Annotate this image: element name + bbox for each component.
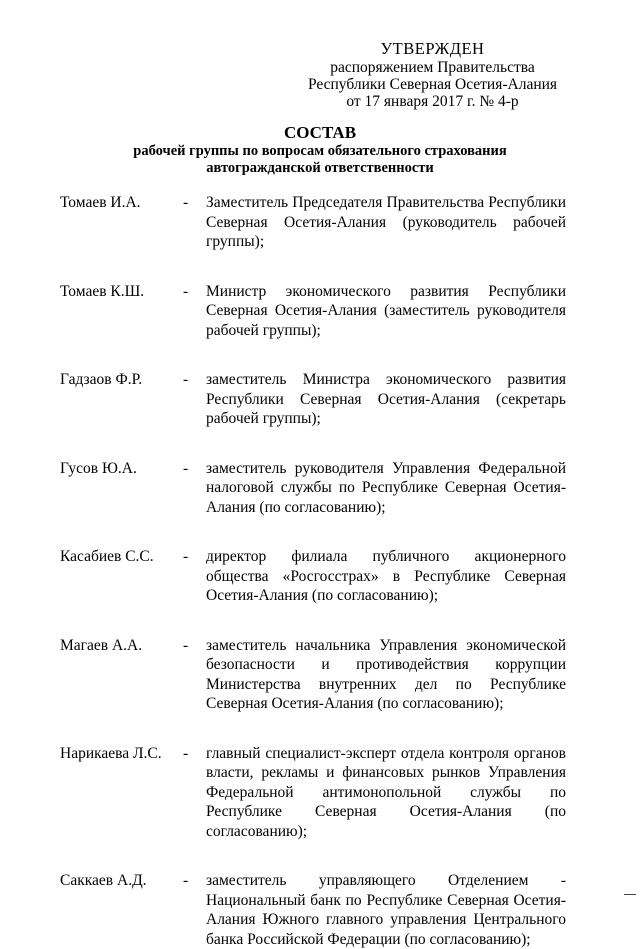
member-role: директор филиала публичного акционерного общества «Росгосстрах» в Республике Северная Осетия-Алания (по согласованию);: [206, 548, 566, 604]
member-entry: [60, 744, 566, 842]
member-name: Гусов Ю.А.: [60, 459, 137, 477]
member-dash: -: [183, 371, 189, 388]
member-role: Министр экономического развития Республики Северная Осетия-Алания (заместитель руководителя рабочей группы);: [206, 282, 566, 339]
member-entry: [60, 636, 566, 714]
member-dash: -: [183, 282, 189, 300]
approval-line-1: распоряжением Правительства: [330, 59, 535, 76]
member-entry: [60, 547, 566, 606]
document-title: СОСТАВ: [283, 123, 357, 142]
member-entry: [60, 459, 566, 518]
document-subtitle-line-2: автогражданской ответственности: [206, 160, 434, 176]
member-dash: -: [183, 548, 189, 565]
member-dash: -: [183, 194, 189, 211]
approval-stamp: [300, 40, 565, 110]
members-list: [60, 193, 566, 949]
member-name: Магаев А.А.: [60, 636, 143, 654]
document-subtitle-line-1: рабочей группы по вопросам обязательного страхования: [133, 143, 507, 159]
member-name: Томаев И.А.: [60, 194, 141, 211]
member-role: главный специалист-эксперт отдела контроля органов власти, рекламы и финансовых рынков Управления Федеральной антимонопольной службы по Республике Северная Осетия-Алания (по согласованию);: [206, 744, 566, 840]
member-name: Томаев К.Ш.: [60, 282, 145, 300]
approval-line-2: Республики Северная Осетия-Алания: [307, 76, 558, 93]
member-entry: [60, 193, 566, 252]
member-entry: [60, 871, 566, 949]
member-role: заместитель управляющего Отделением - Национальный банк по Республике Северная Осетия-Алания Южного главного управления Центрального банка Российской Федерации (по согласованию);: [206, 872, 566, 948]
document-heading: [60, 124, 580, 176]
approval-line-3: от 17 января 2017 г. № 4-р: [346, 93, 519, 110]
member-role: Заместитель Председателя Правительства Республики Северная Осетия-Алания (руководитель рабочей группы);: [206, 194, 566, 250]
member-name: Саккаев А.Д.: [60, 872, 147, 889]
member-role: заместитель начальника Управления экономической безопасности и противодействия коррупции Министерства внутренних дел по Республике Северная Осетия-Алания (по согласованию);: [206, 636, 566, 712]
member-dash: -: [183, 636, 189, 654]
page-edge-mark: [624, 894, 636, 895]
member-role: заместитель руководителя Управления Федеральной налоговой службы по Республике Северная Осетия-Алания (по согласованию);: [206, 459, 566, 516]
member-dash: -: [183, 459, 189, 477]
member-role: заместитель Министра экономического развития Республики Северная Осетия-Алания (секретарь рабочей группы);: [206, 371, 566, 427]
member-dash: -: [183, 872, 189, 889]
member-name: Нарикаева Л.С.: [60, 744, 162, 762]
member-name: Гадзаов Ф.Р.: [60, 371, 143, 388]
approved-label: УТВЕРЖДЕН: [380, 39, 485, 58]
member-entry: [60, 370, 566, 429]
member-entry: [60, 282, 566, 341]
member-name: Касабиев С.С.: [60, 548, 154, 565]
member-dash: -: [183, 744, 189, 762]
